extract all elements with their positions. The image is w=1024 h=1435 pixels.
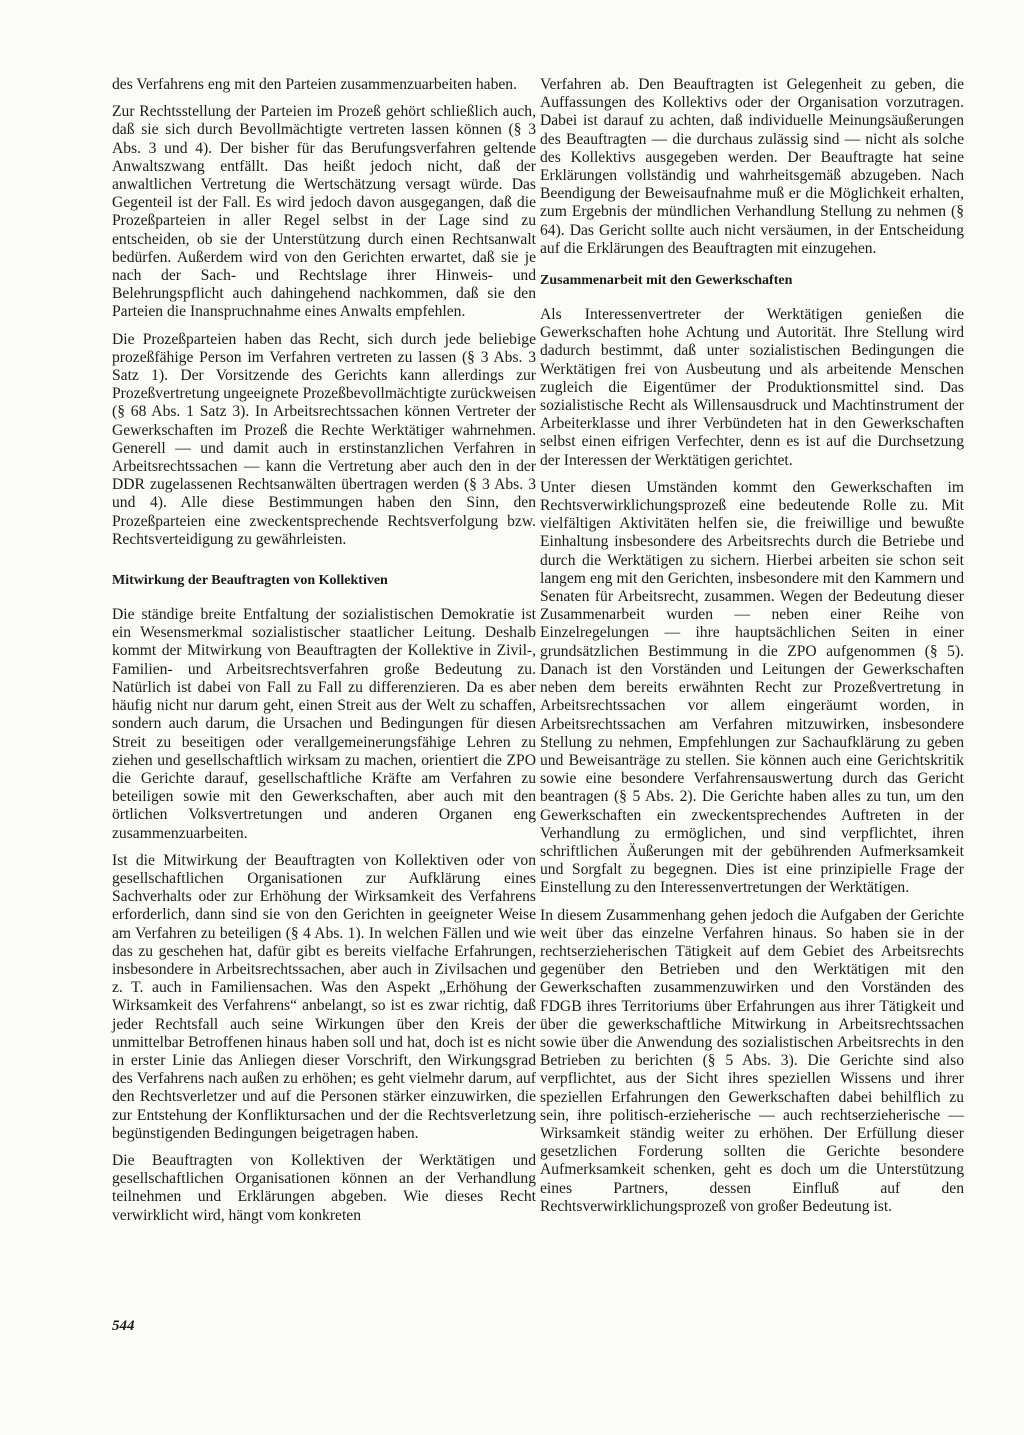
left-paragraph-3: Die Prozeßparteien haben das Recht, sich durch jede beliebige prozeßfähige Person im Verfahren vertreten zu lassen (§ 3 Abs. 3 Satz 1). Der Vorsitzende des Gerichts kann allerdings zur Prozeßvertretung ungeeignete Prozeßbevollmächtigte zurückweisen (§ 68 Abs. 1 Satz 3). In Arbeitsrechtssachen können Vertreter der Gewerkschaften im Prozeß die Rechte Werktätiger wahrnehmen. Generell — und damit auch in erstinstanzlichen Verfahren in Arbeitsrechtssachen — kann die Vertretung aber auch den in der DDR zugelassenen Rechtsanwälten übertragen werden (§ 3 Abs. 3 und 4). Alle diese Bestimmungen haben den Sinn, den Prozeßparteien eine zweckentsprechende Rechtsverfolgung bzw. Rechtsverteidigung zu gewährleisten.	[112, 330, 536, 548]
section-heading-gewerkschaften: Zusammenarbeit mit den Gewerkschaften	[540, 273, 793, 289]
left-paragraph-5: Ist die Mitwirkung der Beauftragten von Kollektiven oder von gesellschaftlichen Organisationen zur Aufklärung eines Sachverhalts oder zur Erhöhung der Wirksamkeit des Verfahrens erforderlich, dann sind sie von den Gerichten in geeigneter Weise am Verfahren zu beteiligen (§ 4 Abs. 1). In welchen Fällen und wie das zu geschehen hat, dafür gibt es bereits vielfache Erfahrungen, insbesondere in Arbeitsrechtssachen, aber auch in Zivilsachen und z. T. auch in Familiensachen. Was den Aspekt „Erhöhung der Wirksamkeit des Verfahrens“ anbelangt, so ist es zwar richtig, daß jeder Rechtsfall auch seine Wirkungen über den Kreis der unmittelbar Betroffenen hinaus haben soll und hat, doch ist es nicht in erster Linie das Anliegen dieser Vorschrift, den Wirkungsgrad des Verfahrens nach außen zu erhöhen; es geht vielmehr darum, auf den Rechtsverletzer und auf die Personen stärker einzuwirken, die zur Entstehung der Konfliktursachen und der die Rechtsverletzung begünstigenden Bedingungen beigetragen haben.	[112, 851, 536, 1142]
page-number: 544	[112, 1318, 135, 1334]
left-paragraph-1: des Verfahrens eng mit den Parteien zusammenzuarbeiten haben.	[112, 76, 517, 93]
left-column	[112, 76, 536, 1234]
right-paragraph-2: Als Interessenvertreter der Werktätigen genießen die Gewerkschaften hohe Achtung und Autorität. Ihre Stellung wird dadurch bestimmt, daß unter sozialistischen Bedingungen die Werktätigen frei von Ausbeutung und als arbeitende Menschen zugleich die Eigentümer der Produktionsmittel sind. Das sozialistische Recht als Willensausdruck und Machtinstrument der Arbeiterklasse und ihrer Verbündeten hat in den Gewerkschaften selbst einen eifrigen Verfechter, denn es ist auf die Durchsetzung der Interessen der Werktätigen gerichtet.	[540, 306, 964, 469]
right-paragraph-4: In diesem Zusammenhang gehen jedoch die Aufgaben der Gerichte weit über das einzelne Verfahren hinaus. So haben sie in der rechtserzieherischen Tätigkeit auf dem Gebiet des Arbeitsrechts gegenüber den Betrieben und den Werktätigen mit den Gewerkschaften zusammenzuwirken und den Vorständen des FDGB ihres Territoriums über Erfahrungen aus ihrer Tätigkeit und über die gewerkschaftliche Mitwirkung in Arbeitsrechtssachen sowie über die Anwendung des sozialistischen Arbeitsrechts in den Betrieben zu berichten (§ 5 Abs. 3). Die Gerichte sind also verpflichtet, aus der Sicht ihres speziellen Wissens und ihrer speziellen Erfahrungen den Gewerkschaften dabei behilflich zu sein, ihre politisch-erzieherische — auch rechtserzieherische — Wirksamkeit ständig weiter zu erhöhen. Der Erfüllung dieser gesetzlichen Forderung sollten die Gerichte besondere Aufmerksamkeit schenken, geht es doch um die Unterstützung eines Partners, dessen Einfluß auf den Rechtsverwirklichungsprozeß von großer Bedeutung ist.	[540, 906, 964, 1215]
section-heading-mitwirkung: Mitwirkung der Beauftragten von Kollektiven	[112, 573, 388, 589]
right-column	[540, 76, 964, 1225]
right-paragraph-1: Verfahren ab. Den Beauftragten ist Gelegenheit zu geben, die Auffassungen des Kollektivs oder der Organisation vorzutragen. Dabei ist darauf zu achten, daß individuelle Meinungsäußerungen des Beauftragten — die durchaus zulässig sind — nicht als solche des Kollektivs ausgegeben werden. Der Beauftragte hat seine Erklärungen vollständig und wahrheitsgemäß abzugeben. Nach Beendigung der Beweisaufnahme muß er die Möglichkeit erhalten, zum Ergebnis der mündlichen Verhandlung Stellung zu nehmen (§ 64). Das Gericht sollte auch nicht versäumen, in der Entscheidung auf die Erklärungen des Beauftragten mit einzugehen.	[540, 76, 964, 257]
right-paragraph-3: Unter diesen Umständen kommt den Gewerkschaften im Rechtsverwirklichungsprozeß eine bedeutende Rolle zu. Mit vielfältigen Aktivitäten helfen sie, die freiwillige und bewußte Einhaltung insbesondere des Arbeitsrechts durch die Betriebe und durch die Werktätigen zu sichern. Hierbei arbeiten sie schon seit langem eng mit den Gerichten, insbesondere mit den Kammern und Senaten für Arbeitsrecht, zusammen. Wegen der Bedeutung dieser Zusammenarbeit wurden — neben einer Reihe von Einzelregelungen — ihre hauptsächlichen Seiten in einer grundsätzlichen Bestimmung in die ZPO aufgenommen (§ 5). Danach ist den Vorständen und Leitungen der Gewerkschaften neben dem bereits erwähnten Recht zur Prozeßvertretung in Arbeitsrechtssachen vor allem eingeräumt worden, in Arbeitsrechtssachen am Verfahren mitzuwirken, insbesondere Stellung zu nehmen, Empfehlungen zur Sachaufklärung zu geben und Beweisanträge zu stellen. Sie können auch eine Gerichtskritik sowie eine besondere Verfahrensauswertung durch das Gericht beantragen (§ 5 Abs. 2). Die Gerichte haben alles zu tun, um den Gewerkschaften ein zweckentsprechendes Auftreten in der Verhandlung zu ermöglichen, und sind verpflichtet, ihren schriftlichen Äußerungen mit der gebührenden Aufmerksamkeit und Sorgfalt zu begegnen. Dies ist eine prinzipielle Frage der Einstellung zu den Interessenvertretungen der Werktätigen.	[540, 478, 964, 897]
left-paragraph-6: Die Beauftragten von Kollektiven der Werktätigen und gesellschaftlichen Organisationen können an der Verhandlung teilnehmen und Erklärungen abgeben. Wie dieses Recht verwirklicht wird, hängt vom konkreten	[112, 1151, 536, 1224]
left-paragraph-2: Zur Rechtsstellung der Parteien im Prozeß gehört schließlich auch, daß sie sich durch Bevollmächtigte vertreten lassen können (§ 3 Abs. 3 und 4). Der bisher für das Berufungsverfahren geltende Anwaltszwang entfällt. Das heißt jedoch nicht, daß der anwaltlichen Vertretung die Wertschätzung versagt würde. Das Gegenteil ist der Fall. Es wird jedoch davon ausgegangen, daß die Prozeßparteien in aller Regel selbst in der Lage sind zu entscheiden, ob sie der Unterstützung durch einen Rechtsanwalt bedürfen. Außerdem wird von den Gerichten erwartet, daß sie je nach der Sach- und Rechtslage ihrer Hinweis- und Belehrungspflicht auch dahingehend nachkommen, daß sie den Parteien die Inanspruchnahme eines Anwalts empfehlen.	[112, 103, 536, 321]
left-paragraph-4: Die ständige breite Entfaltung der sozialistischen Demokratie ist ein Wesensmerkmal sozialistischer staatlicher Leitung. Deshalb kommt der Mitwirkung von Beauftragten der Kollektive in Zivil-, Familien- und Arbeitsrechtsverfahren große Bedeutung zu. Natürlich ist dabei von Fall zu Fall zu differenzieren. Da es aber häufig nicht nur darum geht, einen Streit aus der Welt zu schaffen, sondern auch darum, die Ursachen und Bedingungen für diesen Streit zu beseitigen oder verallgemeinerungsfähige Lehren zu ziehen und gesellschaftlich wirksam zu machen, orientiert die ZPO die Gerichte darauf, gesellschaftliche Kräfte am Verfahren zu beteiligen sowie mit den Gewerkschaften, aber auch mit den örtlichen Volksvertretungen und anderen Organen eng zusammenzuarbeiten.	[112, 606, 536, 842]
